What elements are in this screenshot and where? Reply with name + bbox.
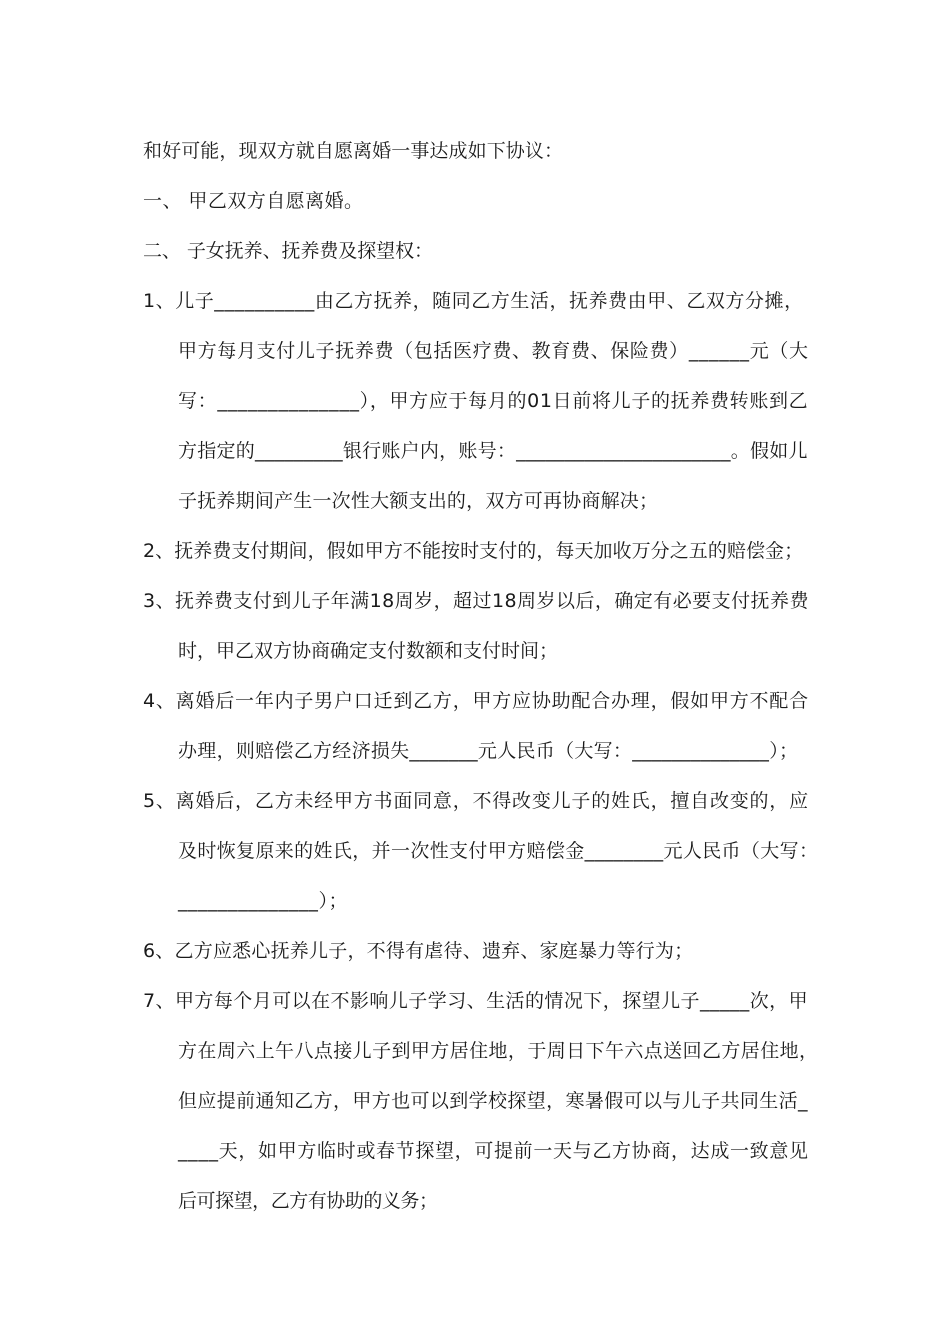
item-1-line-5: 子抚养期间产生一次性大额支出的，双方可再协商解决；: [178, 490, 659, 512]
item-5-line-3: ______________）；: [178, 890, 349, 912]
item-1-line-3: 写：______________），甲方应于每月的01日前将儿子的抚养费转账到乙: [178, 390, 809, 412]
item-7-line-4: ____天，如甲方临时或春节探望，可提前一天与乙方协商，达成一致意见: [178, 1140, 809, 1162]
item-4-line-2: 办理，则赔偿乙方经济损失_______元人民币（大写：______________）；: [178, 740, 799, 762]
item-5-line-1: 5、离婚后，乙方未经甲方书面同意，不得改变儿子的姓氏，擅自改变的，应: [143, 790, 809, 812]
item-4-line-1: 4、离婚后一年内子男户口迁到乙方，甲方应协助配合办理，假如甲方不配合: [143, 690, 809, 712]
item-1-line-4: 方指定的_________银行账户内，账号：______________________。假如儿: [178, 440, 808, 462]
item-7-line-3: 但应提前通知乙方，甲方也可以到学校探望，寒暑假可以与儿子共同生活_: [178, 1090, 808, 1112]
item-3-line-1: 3、抚养费支付到儿子年满18周岁，超过18周岁以后，确定有必要支付抚养费: [143, 590, 809, 612]
item-7-line-5: 后可探望，乙方有协助的义务；: [178, 1190, 438, 1212]
item-3-line-2: 时，甲乙双方协商确定支付数额和支付时间；: [178, 640, 559, 662]
item-6-line-1: 6、乙方应悉心抚养儿子，不得有虐待、遗弃、家庭暴力等行为；: [143, 940, 694, 962]
clause-2-heading: 二、 子女抚养、抚养费及探望权：: [143, 240, 433, 262]
intro-line: 和好可能，现双方就自愿离婚一事达成如下协议：: [143, 140, 564, 162]
item-7-line-1: 7、甲方每个月可以在不影响儿子学习、生活的情况下，探望儿子_____次，甲: [143, 990, 809, 1012]
clause-1-line: 一、 甲乙双方自愿离婚。: [143, 190, 364, 212]
item-5-line-2: 及时恢复原来的姓氏，并一次性支付甲方赔偿金________元人民币（大写：: [178, 840, 819, 862]
item-1-line-1: 1、儿子__________由乙方抚养，随同乙方生活，抚养费由甲、乙双方分摊，: [143, 290, 804, 312]
item-1-line-2: 甲方每月支付儿子抚养费（包括医疗费、教育费、保险费）______元（大: [178, 340, 809, 362]
item-2-line-1: 2、抚养费支付期间，假如甲方不能按时支付的，每天加收万分之五的赔偿金；: [143, 540, 804, 562]
item-7-line-2: 方在周六上午八点接儿子到甲方居住地，于周日下午六点送回乙方居住地，: [178, 1040, 819, 1062]
